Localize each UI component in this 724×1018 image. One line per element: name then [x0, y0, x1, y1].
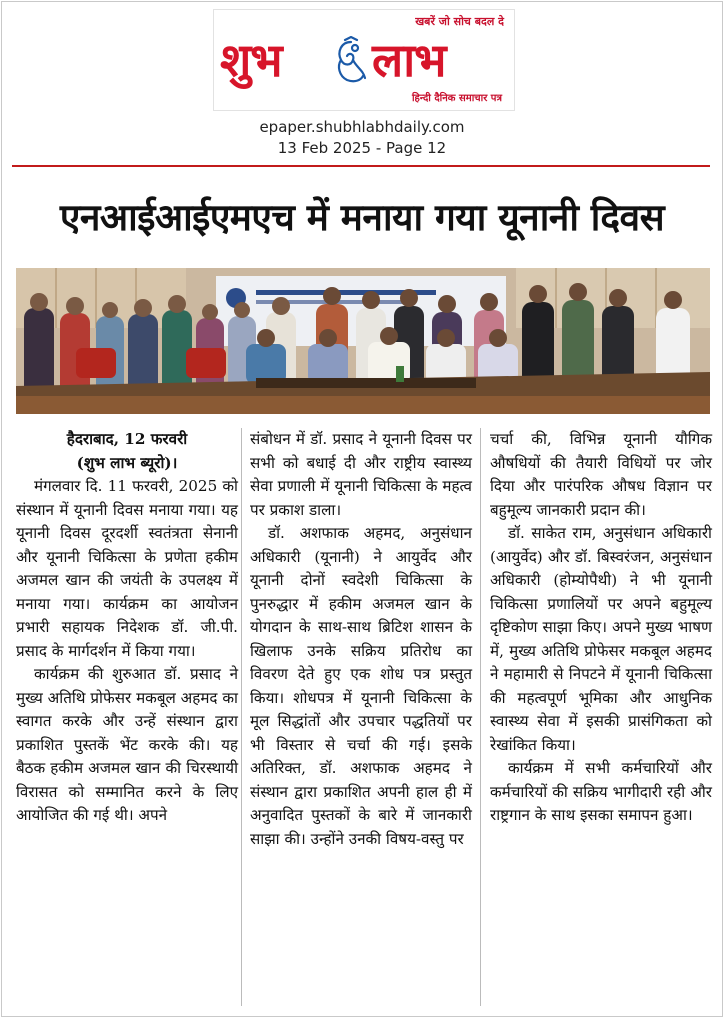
article-column-3	[490, 428, 712, 828]
logo-text-left: शुभ	[220, 33, 282, 87]
ganesha-logo-icon	[331, 36, 371, 84]
newspaper-masthead	[213, 9, 515, 111]
article-paragraph: कार्यक्रम की शुरुआत डॉ. प्रसाद ने मुख्य अतिथि प्रोफेसर मकबूल अहमद का स्वागत करके और उन्हें संस्थान द्वारा प्रकाशित पुस्तकें भेंट करके की। यह बैठक हकीम अजमल खान की चिरस्थायी विरासत को सम्मानित करने के लिए आयोजित की गई थी। अपने	[16, 665, 238, 824]
column-divider	[480, 428, 481, 1006]
masthead-tagline: खबरें जो सोच बदल दे	[415, 15, 504, 28]
article-paragraph: डॉ. साकेत राम, अनुसंधान अधिकारी (आयुर्वेद) और डॉ. बिस्वरंजन, अनुसंधान अधिकारी (होम्योपैथी) ने भी यूनानी चिकित्सा प्रणालियों पर अपने बहुमूल्य दृष्टिकोण साझा किए। अपने मुख्य भाषण में, मुख्य अतिथि प्रोफेसर मकबूल अहमद ने महामारी से निपटने में यूनानी चिकित्सा की महत्वपूर्ण भूमिका और आधुनिक स्वास्थ्य सेवा में इसकी प्रासंगिकता को रेखांकित किया।	[490, 524, 712, 754]
article-paragraph: कार्यक्रम में सभी कर्मचारियों और कर्मचारियों की सक्रिय भागीदारी रही और राष्ट्रगान के साथ इसका समापन हुआ।	[490, 759, 712, 824]
article-headline: एनआईआईएमएच में मनाया गया यूनानी दिवस	[59, 196, 665, 239]
column-divider	[241, 428, 242, 1006]
article-paragraph: डॉ. अशफाक अहमद, अनुसंधान अधिकारी (यूनानी) ने आयुर्वेद और यूनानी दोनों स्वदेशी चिकित्सा के पुनरुद्धार में हकीम अजमल खान के योगदान के साथ-साथ ब्रिटिश शासन के खिलाफ उनके सक्रिय प्रतिरोध का विवरण देते हुए एक शोध पत्र प्रस्तुत किया। शोधपत्र में यूनानी चिकित्सा के मूल सिद्धांतों और उपचार पद्धतियों पर भी विस्तार से चर्चा की गई। इसके अतिरिक्त, डॉ. अशफाक अहमद ने संस्थान द्वारा प्रकाशित अपनी हाल ही में अनुवादित पुस्तकों के बारे में जानकारी साझा की। उन्होंने उनकी विषय-वस्तु पर	[250, 524, 472, 848]
article-column-1	[16, 428, 238, 828]
group-photo-image	[16, 268, 710, 414]
dateline-bureau: (शुभ लाभ ब्यूरो)।	[76, 453, 178, 472]
source-url: epaper.shubhlabhdaily.com	[259, 118, 465, 136]
logo-text-right: लाभ	[372, 33, 446, 87]
article-paragraph: चर्चा की, विभिन्न यूनानी यौगिक औषधियों की तैयारी विधियों पर जोर दिया और पारंपरिक औषध विज्ञान पर बहुमूल्य जानकारी प्रदान की।	[490, 430, 712, 519]
source-date-page: 13 Feb 2025 - Page 12	[277, 139, 447, 157]
article-paragraph: मंगलवार दि. 11 फरवरी, 2025 को संस्थान में यूनानी दिवस मनाया गया। यह यूनानी दिवस दूरदर्शी स्वतंत्रता सेनानी और यूनानी चिकित्सा के प्रणेता हकीम अजमल खान की जयंती के उपलक्ष्य में मनाया गया। कार्यक्रम का आयोजन प्रभारी सहायक निदेशक डॉ. जी.पी. प्रसाद के मार्गदर्शन में किया गया।	[16, 477, 238, 660]
header-divider	[12, 165, 710, 167]
masthead-subtitle: हिन्दी दैनिक समाचार पत्र	[411, 93, 502, 104]
article-paragraph: संबोधन में डॉ. प्रसाद ने यूनानी दिवस पर सभी को बधाई दी और राष्ट्रीय स्वास्थ्य सेवा प्रणाली में यूनानी चिकित्सा के महत्व पर प्रकाश डाला।	[250, 430, 472, 519]
group-photo-illustration	[16, 268, 710, 414]
dateline-city: हैदराबाद, 12 फरवरी	[66, 430, 188, 448]
article-column-2	[250, 428, 472, 851]
